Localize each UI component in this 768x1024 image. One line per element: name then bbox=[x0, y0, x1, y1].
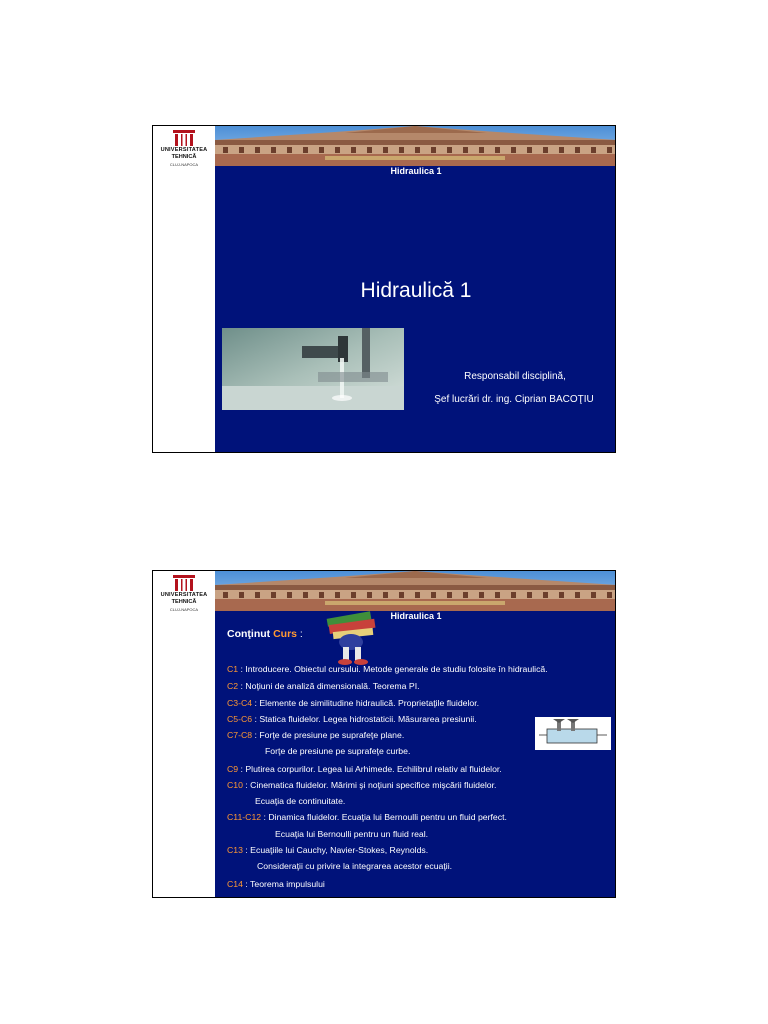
course-description: : Cinematica fluidelor. Mărimi şi noţiuni specifice mişcării fluidelor. bbox=[242, 780, 497, 790]
slide-panel bbox=[215, 126, 615, 452]
course-item bbox=[265, 746, 410, 756]
course-item bbox=[227, 714, 477, 724]
course-description: : Statica fluidelor. Legea hidrostaticii. Măsurarea presiunii. bbox=[252, 714, 477, 724]
logo-text-line3: CLUJ-NAPOCA bbox=[169, 162, 199, 167]
heading-colon: : bbox=[297, 628, 303, 640]
course-description: : Elemente de similitudine hidraulică. Proprietaţile fluidelor. bbox=[252, 698, 480, 708]
course-item bbox=[227, 845, 428, 855]
responsible-name: Şef lucrări dr. ing. Ciprian BACOŢIU bbox=[434, 394, 594, 405]
course-description: Ecuaţia lui Bernoulli pentru un fluid real. bbox=[275, 829, 429, 839]
content-heading bbox=[227, 628, 303, 640]
course-description: : Introducere. Obiectul cursului. Metode generale de studiu folosite în hidraulică. bbox=[238, 664, 548, 674]
logo-text-line2: TEHNICĂ bbox=[171, 599, 197, 605]
course-description: Ecuaţia de continuitate. bbox=[255, 796, 346, 806]
course-item bbox=[255, 796, 345, 806]
course-description: : Forţe de presiune pe suprafeţe plane. bbox=[252, 730, 405, 740]
course-item bbox=[227, 730, 404, 740]
building-banner-image bbox=[215, 571, 616, 611]
hydraulic-diagram-clipart bbox=[535, 717, 611, 750]
logo-text-line1: UNIVERSITATEA bbox=[160, 147, 208, 153]
course-item bbox=[227, 698, 479, 708]
course-item bbox=[227, 780, 496, 790]
course-code: C1 bbox=[227, 664, 239, 674]
course-code: C2 bbox=[227, 681, 239, 691]
course-content-slide bbox=[152, 570, 616, 898]
course-description: : Dinamica fluidelor. Ecuaţia lui Bernoulli pentru un fluid perfect. bbox=[261, 812, 507, 822]
university-crest-icon bbox=[173, 130, 195, 146]
hydraulic-faucet-photo bbox=[222, 328, 404, 410]
course-item bbox=[227, 764, 502, 774]
slide-panel bbox=[215, 571, 615, 897]
course-item bbox=[227, 664, 548, 674]
course-code: C3-C4 bbox=[227, 698, 253, 708]
course-code: C7-C8 bbox=[227, 730, 253, 740]
slide-title: Hidraulică 1 bbox=[360, 279, 472, 302]
course-item bbox=[275, 829, 428, 839]
logo-text-line2: TEHNICĂ bbox=[171, 154, 197, 160]
course-item bbox=[227, 681, 420, 691]
course-description: : Ecuaţiile lui Cauchy, Navier-Stokes, Reynolds. bbox=[242, 845, 429, 855]
banner-subtitle: Hidraulica 1 bbox=[390, 166, 442, 176]
course-code: C14 bbox=[227, 879, 243, 889]
course-item bbox=[257, 861, 452, 871]
course-code: C9 bbox=[227, 764, 239, 774]
course-code: C11-C12 bbox=[227, 812, 262, 822]
course-item bbox=[227, 879, 325, 889]
logo-text-line3: CLUJ-NAPOCA bbox=[169, 607, 199, 612]
building-banner-image bbox=[215, 126, 616, 166]
course-code: C10 bbox=[227, 780, 243, 790]
course-description: Consideraţii cu privire la integrarea acestor ecuaţii. bbox=[257, 861, 453, 871]
course-description: : Noţiuni de analiză dimensională. Teorema PI. bbox=[238, 681, 420, 691]
course-description: Forţe de presiune pe suprafeţe curbe. bbox=[265, 746, 411, 756]
responsible-label: Responsabil disciplină, bbox=[464, 371, 566, 382]
logo-text-line1: UNIVERSITATEA bbox=[160, 592, 208, 598]
heading-prefix: Conţinut bbox=[227, 628, 271, 640]
university-logo bbox=[153, 126, 215, 452]
book-carrier-clipart bbox=[321, 609, 389, 667]
course-description: : Teorema impulsului bbox=[242, 879, 325, 889]
banner-subtitle: Hidraulica 1 bbox=[390, 611, 442, 621]
course-item bbox=[227, 812, 507, 822]
heading-accent: Curs bbox=[273, 628, 298, 640]
course-code: C5-C6 bbox=[227, 714, 253, 724]
course-description: : Plutirea corpurilor. Legea lui Arhimede. Echilibrul relativ al fluidelor. bbox=[238, 764, 502, 774]
university-logo bbox=[153, 571, 215, 897]
course-code: C13 bbox=[227, 845, 243, 855]
title-slide bbox=[152, 125, 616, 453]
university-crest-icon bbox=[173, 575, 195, 591]
